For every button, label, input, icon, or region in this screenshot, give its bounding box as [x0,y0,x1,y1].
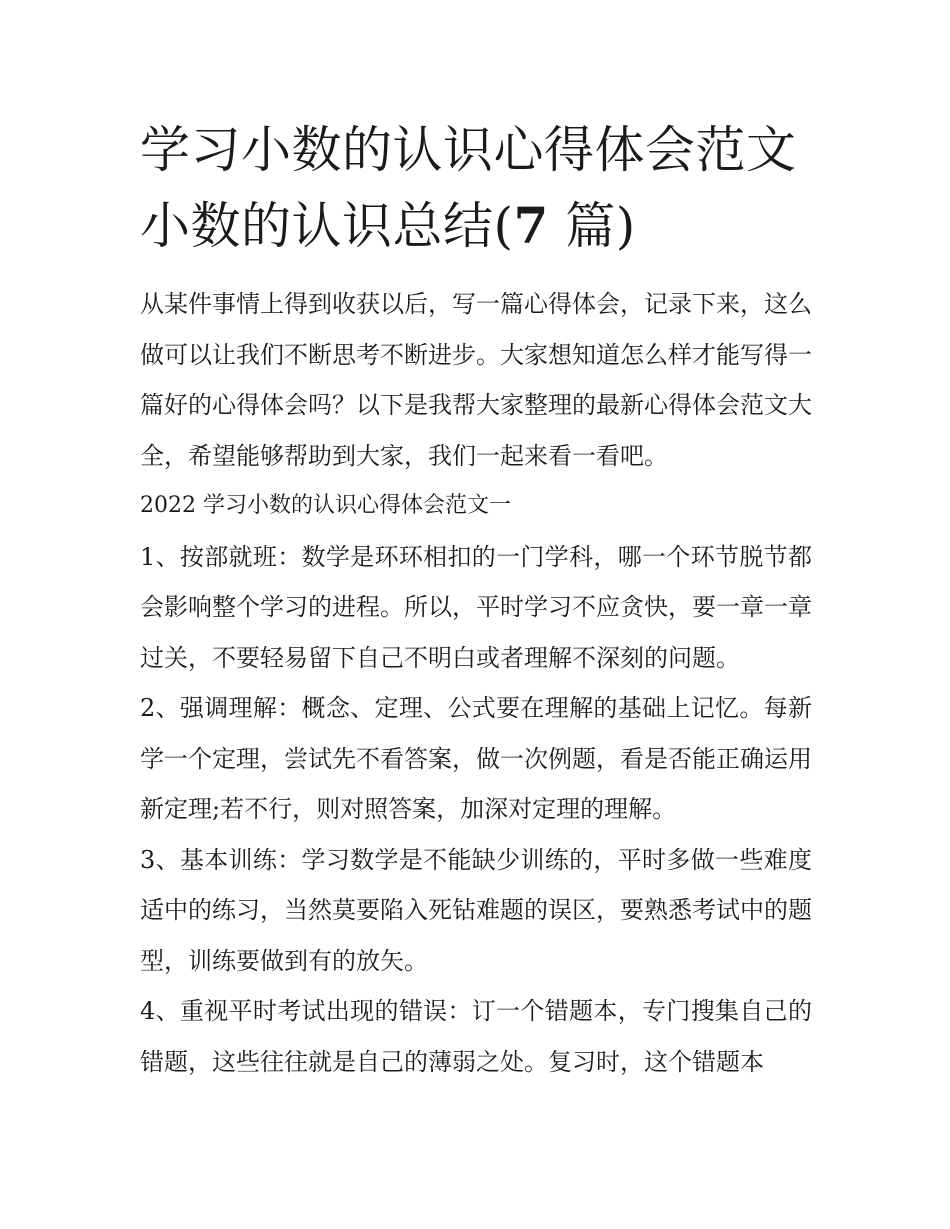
title-line-2-number: 7 [513,196,549,255]
section-heading: 2022 学习小数的认识心得体会范文一 [140,493,511,518]
title-line-2-prefix: 小数的认识总结( [140,197,514,255]
document-title [140,112,812,264]
list-item-3: 3、基本训练：学习数学是不能缺少训练的，平时多做一些难度适中的练习，当然莫要陷入死钻难题的误区，要熟悉考试中的题型，训练要做到有的放矢。 [140,845,812,975]
list-item-4: 4、重视平时考试出现的错误：订一个错题本，专门搜集自己的错题，这些往往就是自己的薄弱之处。复习时，这个错题本 [140,997,812,1076]
document-page [140,112,812,1087]
title-line-2-suffix: 篇) [548,197,636,255]
title-line-1: 学习小数的认识心得体会范文 [140,121,797,179]
intro-paragraph: 从某件事情上得到收获以后，写一篇心得体会，记录下来，这么做可以让我们不断思考不断进步。大家想知道怎么样才能写得一篇好的心得体会吗？以下是我帮大家整理的最新心得体会范文大全，希望能够帮助到大家，我们一起来看一看吧。 [140,290,812,470]
list-item-2: 2、强调理解：概念、定理、公式要在理解的基础上记忆。每新学一个定理，尝试先不看答案，做一次例题，看是否能正确运用新定理;若不行，则对照答案，加深对定理的理解。 [140,694,812,823]
list-item-1: 1、按部就班：数学是环环相扣的一门学科，哪一个环节脱节都会影响整个学习的进程。所以，平时学习不应贪快，要一章一章过关，不要轻易留下自己不明白或者理解不深刻的问题。 [140,542,812,672]
